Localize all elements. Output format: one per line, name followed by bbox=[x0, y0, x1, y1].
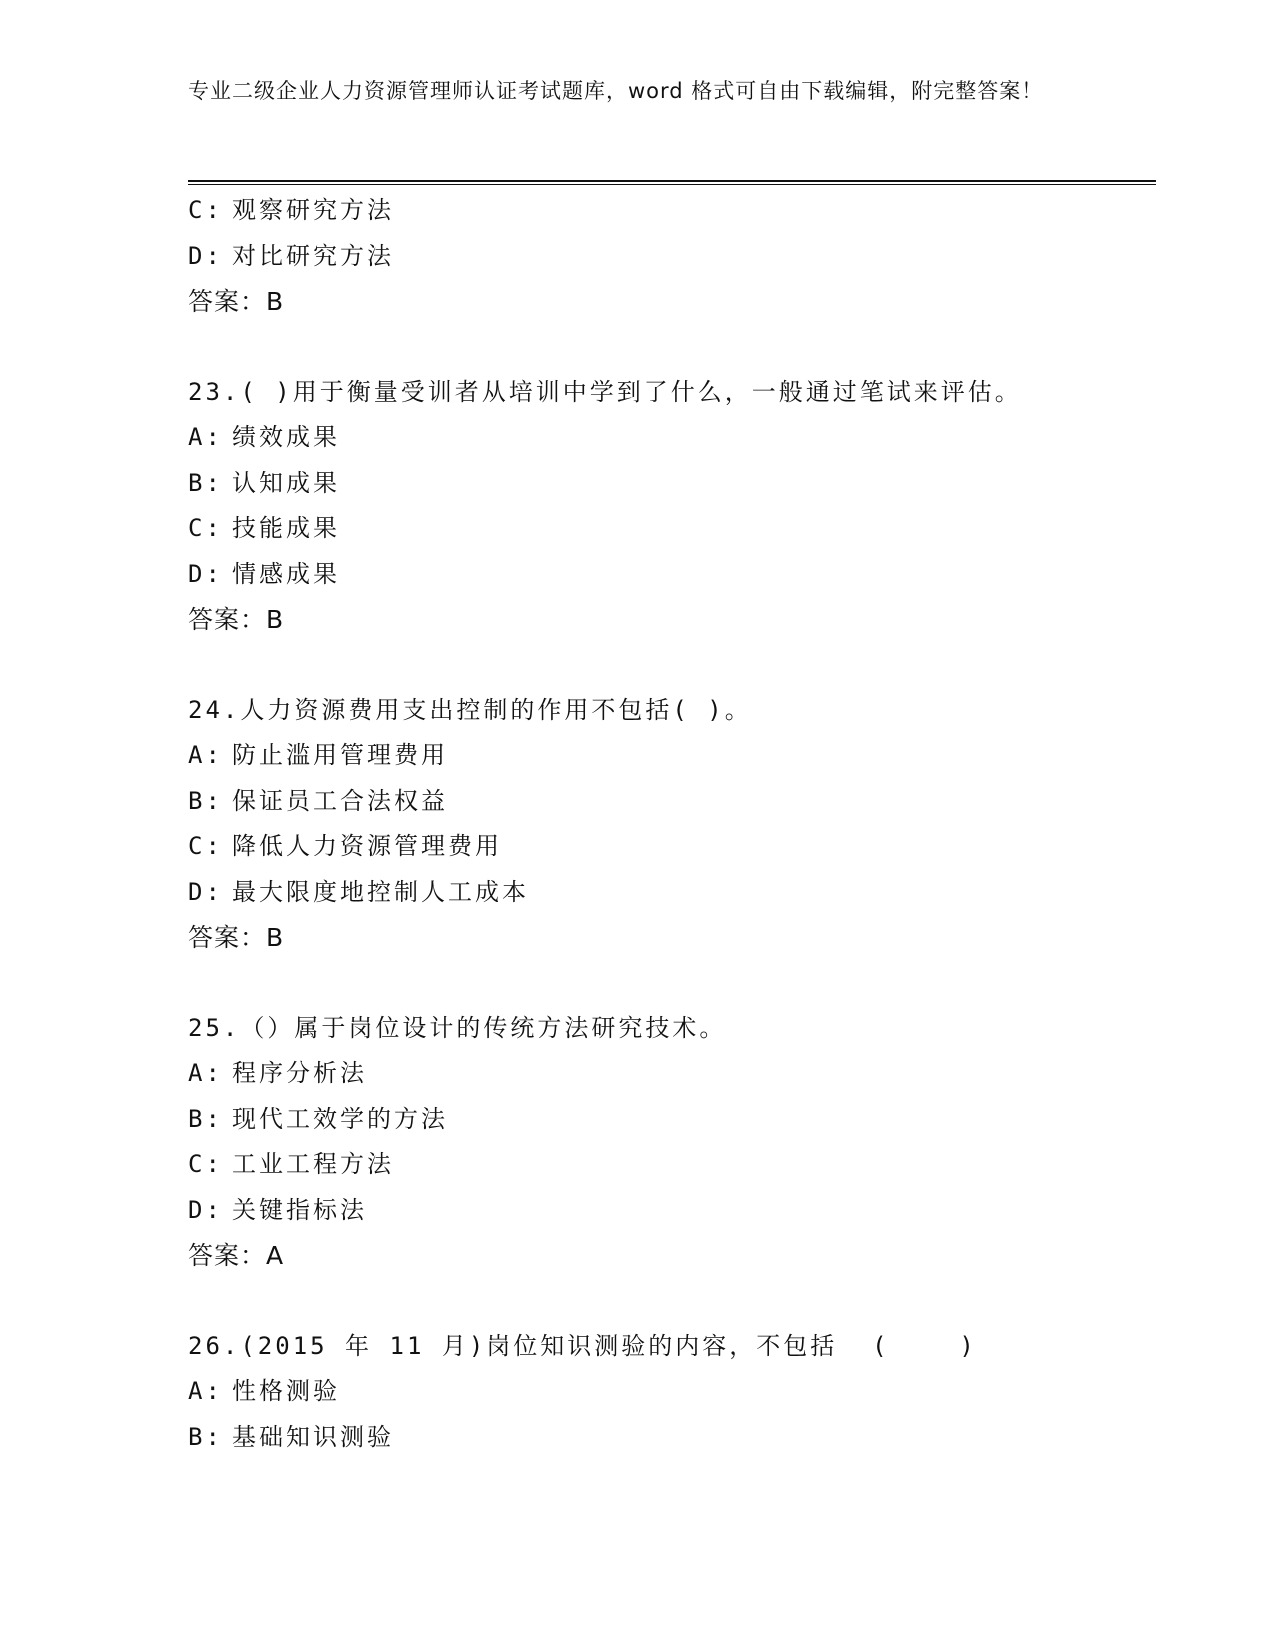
answer-line: 答案：B bbox=[188, 605, 285, 634]
question-23 bbox=[188, 370, 1148, 643]
option-c: C: 降低人力资源管理费用 bbox=[188, 832, 502, 860]
option-d: D: 最大限度地控制人工成本 bbox=[188, 877, 529, 906]
question-stem: 24.人力资源费用支出控制的作用不包括( )。 bbox=[188, 695, 752, 724]
previous-question-tail bbox=[188, 188, 1148, 325]
option-b: B: 保证员工合法权益 bbox=[188, 786, 448, 815]
option-d: D: 关键指标法 bbox=[188, 1195, 367, 1224]
document-header: 专业二级企业人力资源管理师认证考试题库，word 格式可自由下载编辑，附完整答案！ bbox=[188, 79, 1044, 103]
header-divider bbox=[188, 180, 1156, 185]
answer-line: 答案：B bbox=[188, 923, 285, 952]
question-stem: 26.(2015 年 11 月)岗位知识测验的内容，不包括 ( ) bbox=[188, 1331, 977, 1360]
option-a: A: 性格测验 bbox=[188, 1377, 340, 1405]
option-a: A: 程序分析法 bbox=[188, 1059, 367, 1087]
question-stem: 25.（）属于岗位设计的传统方法研究技术。 bbox=[188, 1013, 727, 1042]
option-a: A: 绩效成果 bbox=[188, 423, 340, 451]
question-stem: 23.( )用于衡量受训者从培训中学到了什么，一般通过笔试来评估。 bbox=[188, 377, 1022, 406]
option-c: C: 技能成果 bbox=[188, 514, 340, 542]
option-d: D: 情感成果 bbox=[188, 559, 340, 588]
option-b: B: 基础知识测验 bbox=[188, 1422, 394, 1451]
question-list bbox=[188, 188, 1148, 1460]
option-c: C: 工业工程方法 bbox=[188, 1150, 394, 1178]
answer-line: 答案：B bbox=[188, 287, 285, 316]
answer-line: 答案：A bbox=[188, 1241, 285, 1270]
question-25 bbox=[188, 1006, 1148, 1279]
question-26 bbox=[188, 1324, 1148, 1461]
question-24 bbox=[188, 688, 1148, 961]
option-b: B: 认知成果 bbox=[188, 468, 340, 497]
option-a: A: 防止滥用管理费用 bbox=[188, 741, 448, 769]
option-d: D: 对比研究方法 bbox=[188, 241, 394, 270]
option-c: C: 观察研究方法 bbox=[188, 196, 394, 224]
option-b: B: 现代工效学的方法 bbox=[188, 1104, 448, 1133]
